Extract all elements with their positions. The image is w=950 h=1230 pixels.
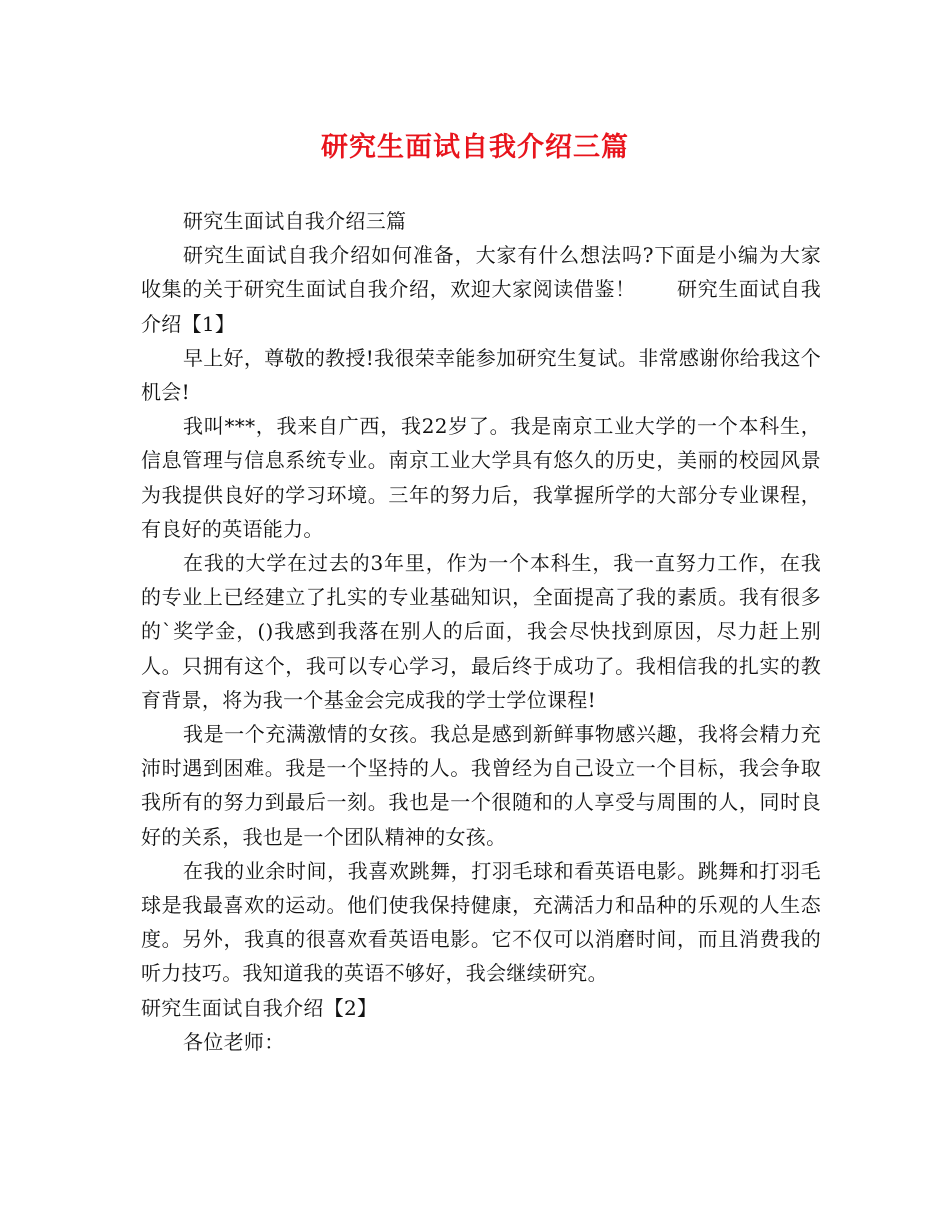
- salutation-paragraph: 各位老师：: [183, 1029, 285, 1054]
- intro-paragraph: 研究生面试自我介绍如何准备，大家有什么想法吗?下面是小编为大家收集的关于研究生面试自我介绍，欢迎大家阅读借鉴！ 研究生面试自我介绍【1】: [141, 243, 821, 336]
- hobbies-paragraph: 在我的业余时间，我喜欢跳舞，打羽毛球和看英语电影。跳舞和打羽毛球是我最喜欢的运动。他们使我保持健康，充满活力和品种的乐观的人生态度。另外，我真的很喜欢看英语电影。它不仅可以消磨时间，而且消费我的听力技巧。我知道我的英语不够好，我会继续研究。: [141, 858, 821, 986]
- greeting-paragraph: 早上好，尊敬的教授!我很荣幸能参加研究生复试。非常感谢你给我这个机会!: [141, 345, 821, 405]
- document-body: [141, 204, 821, 1059]
- background-paragraph: 我叫***，我来自广西，我22岁了。我是南京工业大学的一个本科生，信息管理与信息系统专业。南京工业大学具有悠久的历史，美丽的校园风景为我提供良好的学习环境。三年的努力后，我掌握所学的大部分专业课程，有良好的英语能力。: [141, 414, 821, 541]
- personality-paragraph: 我是一个充满激情的女孩。我总是感到新鲜事物感兴趣，我将会精力充沛时遇到困难。我是一个坚持的人。我曾经为自己设立一个目标，我会争取我所有的努力到最后一刻。我也是一个很随和的人享受与周围的人，同时良好的关系，我也是一个团队精神的女孩。: [141, 722, 821, 849]
- section-heading-2: 研究生面试自我介绍【2】: [141, 995, 378, 1020]
- document-title: 研究生面试自我介绍三篇: [321, 132, 629, 163]
- university-paragraph: 在我的大学在过去的3年里，作为一个本科生，我一直努力工作，在我的专业上已经建立了扎实的专业基础知识，全面提高了我的素质。我有很多的`奖学金，()我感到我落在别人的后面，我会尽快找到原因，尽力赶上别人。只拥有这个，我可以专心学习，最后终于成功了。我相信我的扎实的教育背景，将为我一个基金会完成我的学士学位课程!: [141, 551, 821, 712]
- subtitle-paragraph: 研究生面试自我介绍三篇: [183, 209, 407, 233]
